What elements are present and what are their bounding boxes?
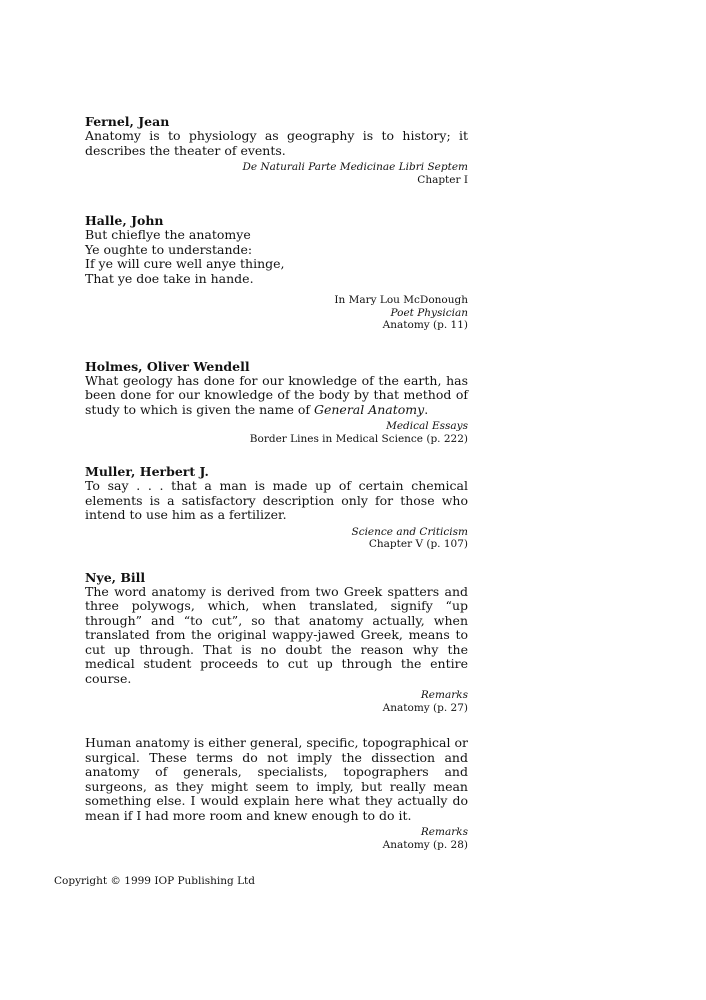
verse-line: But chieflye the anatomye (85, 227, 251, 242)
quotation-entry-fernel (85, 114, 468, 186)
source-location: Border Lines in Medical Science (p. 222) (249, 432, 468, 445)
verse-line: That ye doe take in hande. (85, 270, 254, 286)
quotation-entry-nye-second (85, 736, 468, 851)
quotation-entry-halle (85, 213, 468, 332)
quotation-source (85, 420, 468, 445)
quotation-source (85, 826, 468, 851)
source-location: Anatomy (p. 27) (382, 701, 468, 714)
source-work: Remarks (420, 689, 468, 701)
author-name: Halle, John (85, 213, 164, 228)
verse-line: If ye will cure well anye thinge, (85, 256, 285, 271)
quotation-entry-nye (85, 570, 468, 715)
source-work: Science and Criticism (351, 525, 468, 538)
copyright-notice: Copyright © 1999 IOP Publishing Ltd (54, 875, 255, 887)
verse-text (85, 228, 468, 286)
source-work: Poet Physician (390, 306, 468, 319)
source-location: Chapter V (p. 107) (368, 538, 468, 550)
source-location: Anatomy (p. 28) (382, 838, 468, 851)
quotation-text-italic: General Anatomy (314, 401, 425, 417)
quotation-text: Human anatomy is either general, specific, topographical or surgical. These terms do not imply the dissection and anatomy of generals, specialists, topographers and surgeons, as they might seem to imply, but really mean something else. I would explain here what they actually do mean if I had more room and knew enough to do it. (85, 735, 468, 823)
quotation-text: Anatomy is to physiology as geography is to history; it describes the theater of events. (85, 128, 468, 158)
quotation-text-end: . (424, 401, 429, 417)
source-work: Medical Essays (386, 420, 468, 432)
author-name: Holmes, Oliver Wendell (85, 358, 250, 374)
source-prefix: In Mary Lou McDonough (334, 294, 468, 306)
source-location: Chapter I (417, 173, 468, 186)
source-work: Remarks (420, 826, 468, 838)
quotation-entry-holmes (85, 359, 468, 446)
quotation-column (85, 114, 468, 851)
verse-line: Ye oughte to understande: (85, 241, 253, 257)
quotation-entry-muller (85, 464, 468, 551)
quotation-source (85, 689, 468, 714)
source-work: De Naturali Parte Medicinae Libri Septem (242, 161, 468, 173)
quotation-source (85, 161, 468, 186)
quotation-text (85, 374, 468, 418)
author-name: Nye, Bill (85, 569, 146, 585)
quotation-source (85, 526, 468, 551)
author-name: Muller, Herbert J. (85, 464, 209, 479)
author-name: Fernel, Jean (85, 114, 170, 129)
quotation-text: The word anatomy is derived from two Greek spatters and three polywogs, which, when translated, signify “up through” and “to cut”, so that anatomy actually, when translated from the original wappy-jawed Greek, means to cut up through. That is no doubt the reason why the medical student proceeds to cut up through the entire course. (85, 583, 468, 686)
quotation-text-start: What geology has done for our knowledge of the earth, has been done for our knowledge of the body by that method of study to which is given the name of (85, 372, 468, 417)
quotation-source (85, 294, 468, 332)
source-location: Anatomy (p. 11) (382, 319, 468, 331)
quotation-text: To say . . . that a man is made up of certain chemical elements is a satisfactory description only for those who intend to use him as a fertilizer. (85, 478, 468, 522)
